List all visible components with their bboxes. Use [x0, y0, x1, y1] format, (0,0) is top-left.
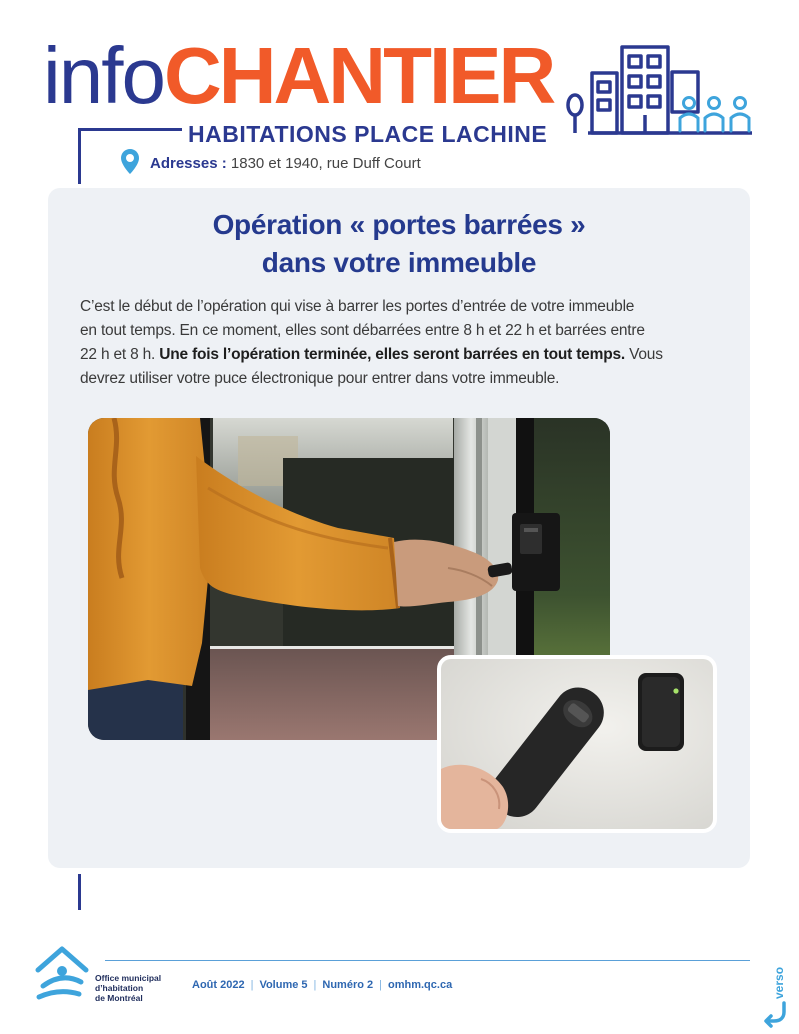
issue-volume: Volume 5: [259, 979, 308, 991]
address-value: 1830 et 1940, rue Duff Court: [226, 155, 421, 172]
body-emphasis: Une fois l’opération terminée, elles seront barrées en tout temps.: [159, 346, 625, 363]
project-name: HABITATIONS PLACE LACHINE: [188, 121, 548, 147]
masthead-info: info: [43, 31, 164, 120]
orange-blouse: [88, 418, 210, 690]
separator: |: [379, 979, 382, 991]
masthead-chantier: CHANTIER: [163, 31, 554, 120]
body-text: Vous: [625, 346, 663, 363]
separator: |: [250, 979, 254, 991]
article-title-line: Opération « portes barrées »: [212, 209, 586, 240]
article-title: [48, 206, 750, 282]
separator: |: [313, 979, 317, 991]
article-title-line: dans votre immeuble: [261, 247, 537, 278]
curved-arrow-icon: [760, 1000, 792, 1028]
card-reader: [512, 513, 560, 591]
header-rule-vertical: [78, 128, 81, 184]
buildings-icon: [563, 42, 753, 140]
issue-date: Août 2022: [192, 979, 245, 991]
map-pin-icon: [120, 148, 140, 175]
body-text: 22 h et 8 h.: [80, 346, 160, 363]
issue-info: [192, 978, 452, 992]
body-line: [80, 343, 663, 367]
organization-name-line: Office municipal: [95, 973, 162, 983]
website-link[interactable]: omhm.qc.ca: [388, 979, 453, 991]
body-line: devrez utiliser votre puce électronique pour entrer dans votre immeuble.: [80, 370, 560, 387]
header-rule-horizontal: [78, 128, 182, 131]
issue-number: Numéro 2: [322, 979, 374, 991]
omhm-logo-icon: [33, 942, 91, 1002]
body-line: en tout temps. En ce moment, elles sont débarrées entre 8 h et 22 h et barrées entre: [80, 322, 645, 339]
organization-name-line: de Montréal: [95, 993, 143, 1003]
masthead-title: [43, 31, 554, 120]
organization-name: [95, 973, 161, 1003]
address-label: Adresses :: [150, 155, 227, 172]
footer-rule-vertical: [78, 874, 81, 910]
address-line: [150, 154, 421, 174]
reader-led: [673, 688, 678, 693]
body-line: C’est le début de l’opération qui vise à barrer les portes d’entrée de votre immeuble: [80, 298, 635, 315]
article-body: [80, 295, 663, 391]
organization-name-line: d’habitation: [95, 983, 144, 993]
key-fob-reader-photo: [437, 655, 717, 833]
footer-rule: [105, 960, 750, 961]
card-reader: [638, 673, 684, 751]
verso-label: verso: [772, 966, 786, 1000]
